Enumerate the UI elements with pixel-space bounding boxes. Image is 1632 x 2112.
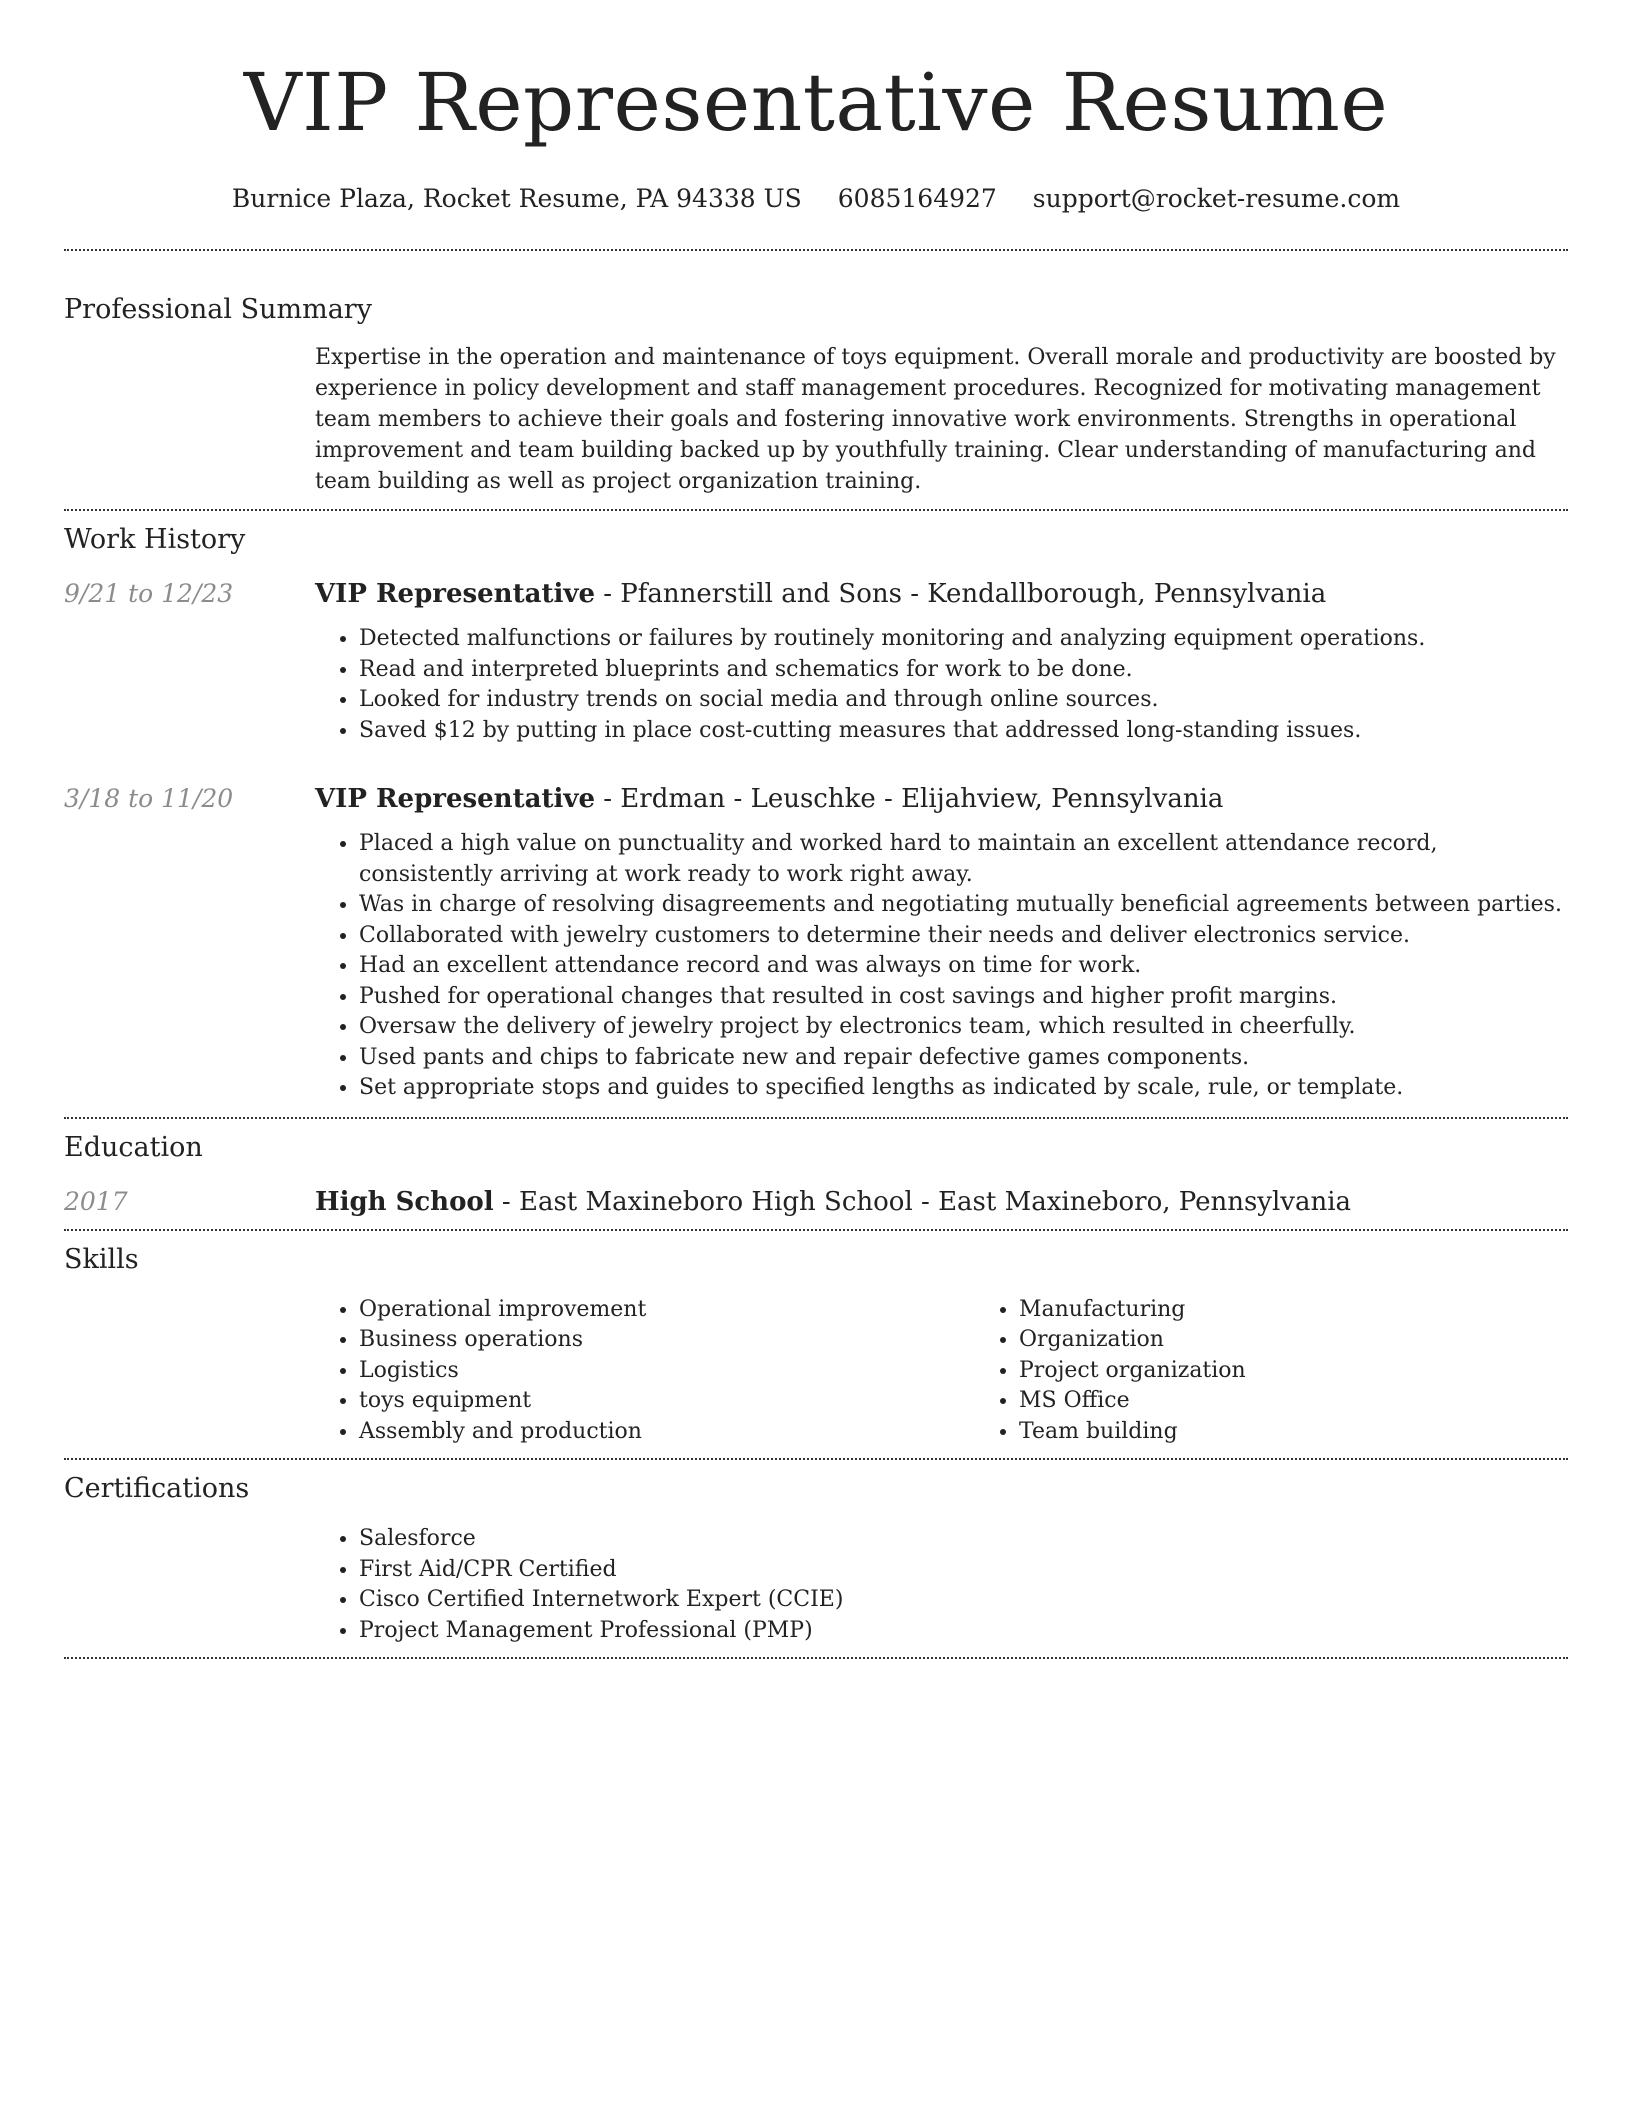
section-divider	[64, 249, 1568, 251]
list-item: • Cisco Certified Internetwork Expert (CCIE)	[359, 1585, 1568, 1616]
section-divider	[64, 509, 1568, 511]
list-item: • MS Office	[1019, 1386, 1632, 1417]
list-item: • Placed a high value on punctuality and worked hard to maintain an excellent attendance record, consistently arriving at work ready to work right away.	[359, 829, 1568, 890]
summary-heading: Professional Summary	[64, 294, 372, 325]
job-dates: 9/21 to 12/23	[64, 579, 234, 608]
education-heading: Education	[64, 1131, 203, 1163]
section-divider	[64, 1229, 1568, 1231]
list-item: • Saved $12 by putting in place cost-cutting measures that addressed long-standing issues.	[359, 716, 1568, 747]
list-item: • Collaborated with jewelry customers to determine their needs and deliver electronics service.	[359, 921, 1568, 952]
list-item: • Manufacturing	[1019, 1295, 1632, 1326]
job-heading	[315, 781, 1568, 817]
skills-section	[64, 1242, 1568, 1448]
education-section	[64, 1130, 1568, 1220]
education-body	[315, 1184, 1568, 1220]
job-role: VIP Representative	[315, 579, 595, 609]
list-item: • Project organization	[1019, 1356, 1632, 1387]
education-heading-line	[315, 1184, 1568, 1220]
list-item: • Detected malfunctions or failures by routinely monitoring and analyzing equipment operations.	[359, 624, 1568, 655]
skills-columns	[315, 1295, 1568, 1448]
skills-list-left	[315, 1295, 975, 1448]
list-item: • Had an excellent attendance record and was always on time for work.	[359, 951, 1568, 982]
certifications-section	[64, 1471, 1568, 1646]
job-bullets	[315, 624, 1568, 746]
list-item: • Team building	[1019, 1417, 1632, 1448]
contact-address: Burnice Plaza, Rocket Resume, PA 94338 US	[231, 184, 802, 213]
skills-heading: Skills	[64, 1243, 139, 1275]
education-entry	[64, 1184, 1568, 1220]
list-item: • Project Management Professional (PMP)	[359, 1616, 1568, 1647]
list-item: • Oversaw the delivery of jewelry project by electronics team, which resulted in cheerfully.	[359, 1012, 1568, 1043]
list-item: • Organization	[1019, 1325, 1632, 1356]
contact-line	[64, 182, 1568, 216]
contact-email: support@rocket-resume.com	[1032, 184, 1401, 213]
list-item: • Set appropriate stops and guides to specified lengths as indicated by scale, rule, or template.	[359, 1073, 1568, 1104]
list-item: • Salesforce	[359, 1524, 1568, 1555]
list-item: • First Aid/CPR Certified	[359, 1555, 1568, 1586]
job-heading	[315, 576, 1568, 612]
job-body	[315, 781, 1568, 1104]
list-item: • Business operations	[359, 1325, 975, 1356]
job-entry	[64, 781, 1568, 1104]
list-item: • Read and interpreted blueprints and schematics for work to be done.	[359, 655, 1568, 686]
list-item: • Logistics	[359, 1356, 975, 1387]
skills-list-right	[975, 1295, 1632, 1448]
contact-phone: 6085164927	[837, 184, 997, 213]
education-year: 2017	[64, 1186, 128, 1216]
job-dates: 3/18 to 11/20	[64, 784, 234, 813]
job-employer: - Erdman - Leuschke - Elijahview, Pennsylvania	[594, 784, 1224, 814]
list-item: • Used pants and chips to fabricate new and repair defective games components.	[359, 1043, 1568, 1074]
job-role: VIP Representative	[315, 784, 595, 814]
work-history-section	[64, 522, 1568, 1104]
job-employer: - Pfannerstill and Sons - Kendallborough, Pennsylvania	[594, 579, 1327, 609]
job-body	[315, 576, 1568, 746]
certifications-heading: Certifications	[64, 1473, 250, 1504]
summary-text: Expertise in the operation and maintenance of toys equipment. Overall morale and productivity are boosted by experience in policy development and staff management procedures. Recognized for motivating management team members to achieve their goals and fostering innovative work environments. Strengths in operational improvement and team building backed up by youthfully training. Clear understanding of manufacturing and team building as well as project organization training.	[315, 345, 1556, 494]
resume-title: VIP Representative Resume	[243, 56, 1389, 149]
section-divider	[64, 1657, 1568, 1659]
job-bullets	[315, 829, 1568, 1104]
education-degree: High School	[315, 1186, 494, 1217]
list-item: • Pushed for operational changes that resulted in cost savings and higher profit margins.	[359, 982, 1568, 1013]
list-item: • toys equipment	[359, 1386, 975, 1417]
section-divider	[64, 1117, 1568, 1119]
list-item: • Looked for industry trends on social media and through online sources.	[359, 685, 1568, 716]
certifications-list	[315, 1524, 1568, 1646]
certifications-wrap	[315, 1524, 1568, 1646]
list-item: • Was in charge of resolving disagreements and negotiating mutually beneficial agreements between parties.	[359, 890, 1568, 921]
list-item: • Assembly and production	[359, 1417, 975, 1448]
section-divider	[64, 1458, 1568, 1460]
work-history-heading: Work History	[64, 524, 246, 555]
job-entry	[64, 576, 1568, 746]
list-item: • Operational improvement	[359, 1295, 975, 1326]
education-school: - East Maxineboro High School - East Maxineboro, Pennsylvania	[493, 1186, 1352, 1217]
summary-section	[64, 292, 1568, 497]
